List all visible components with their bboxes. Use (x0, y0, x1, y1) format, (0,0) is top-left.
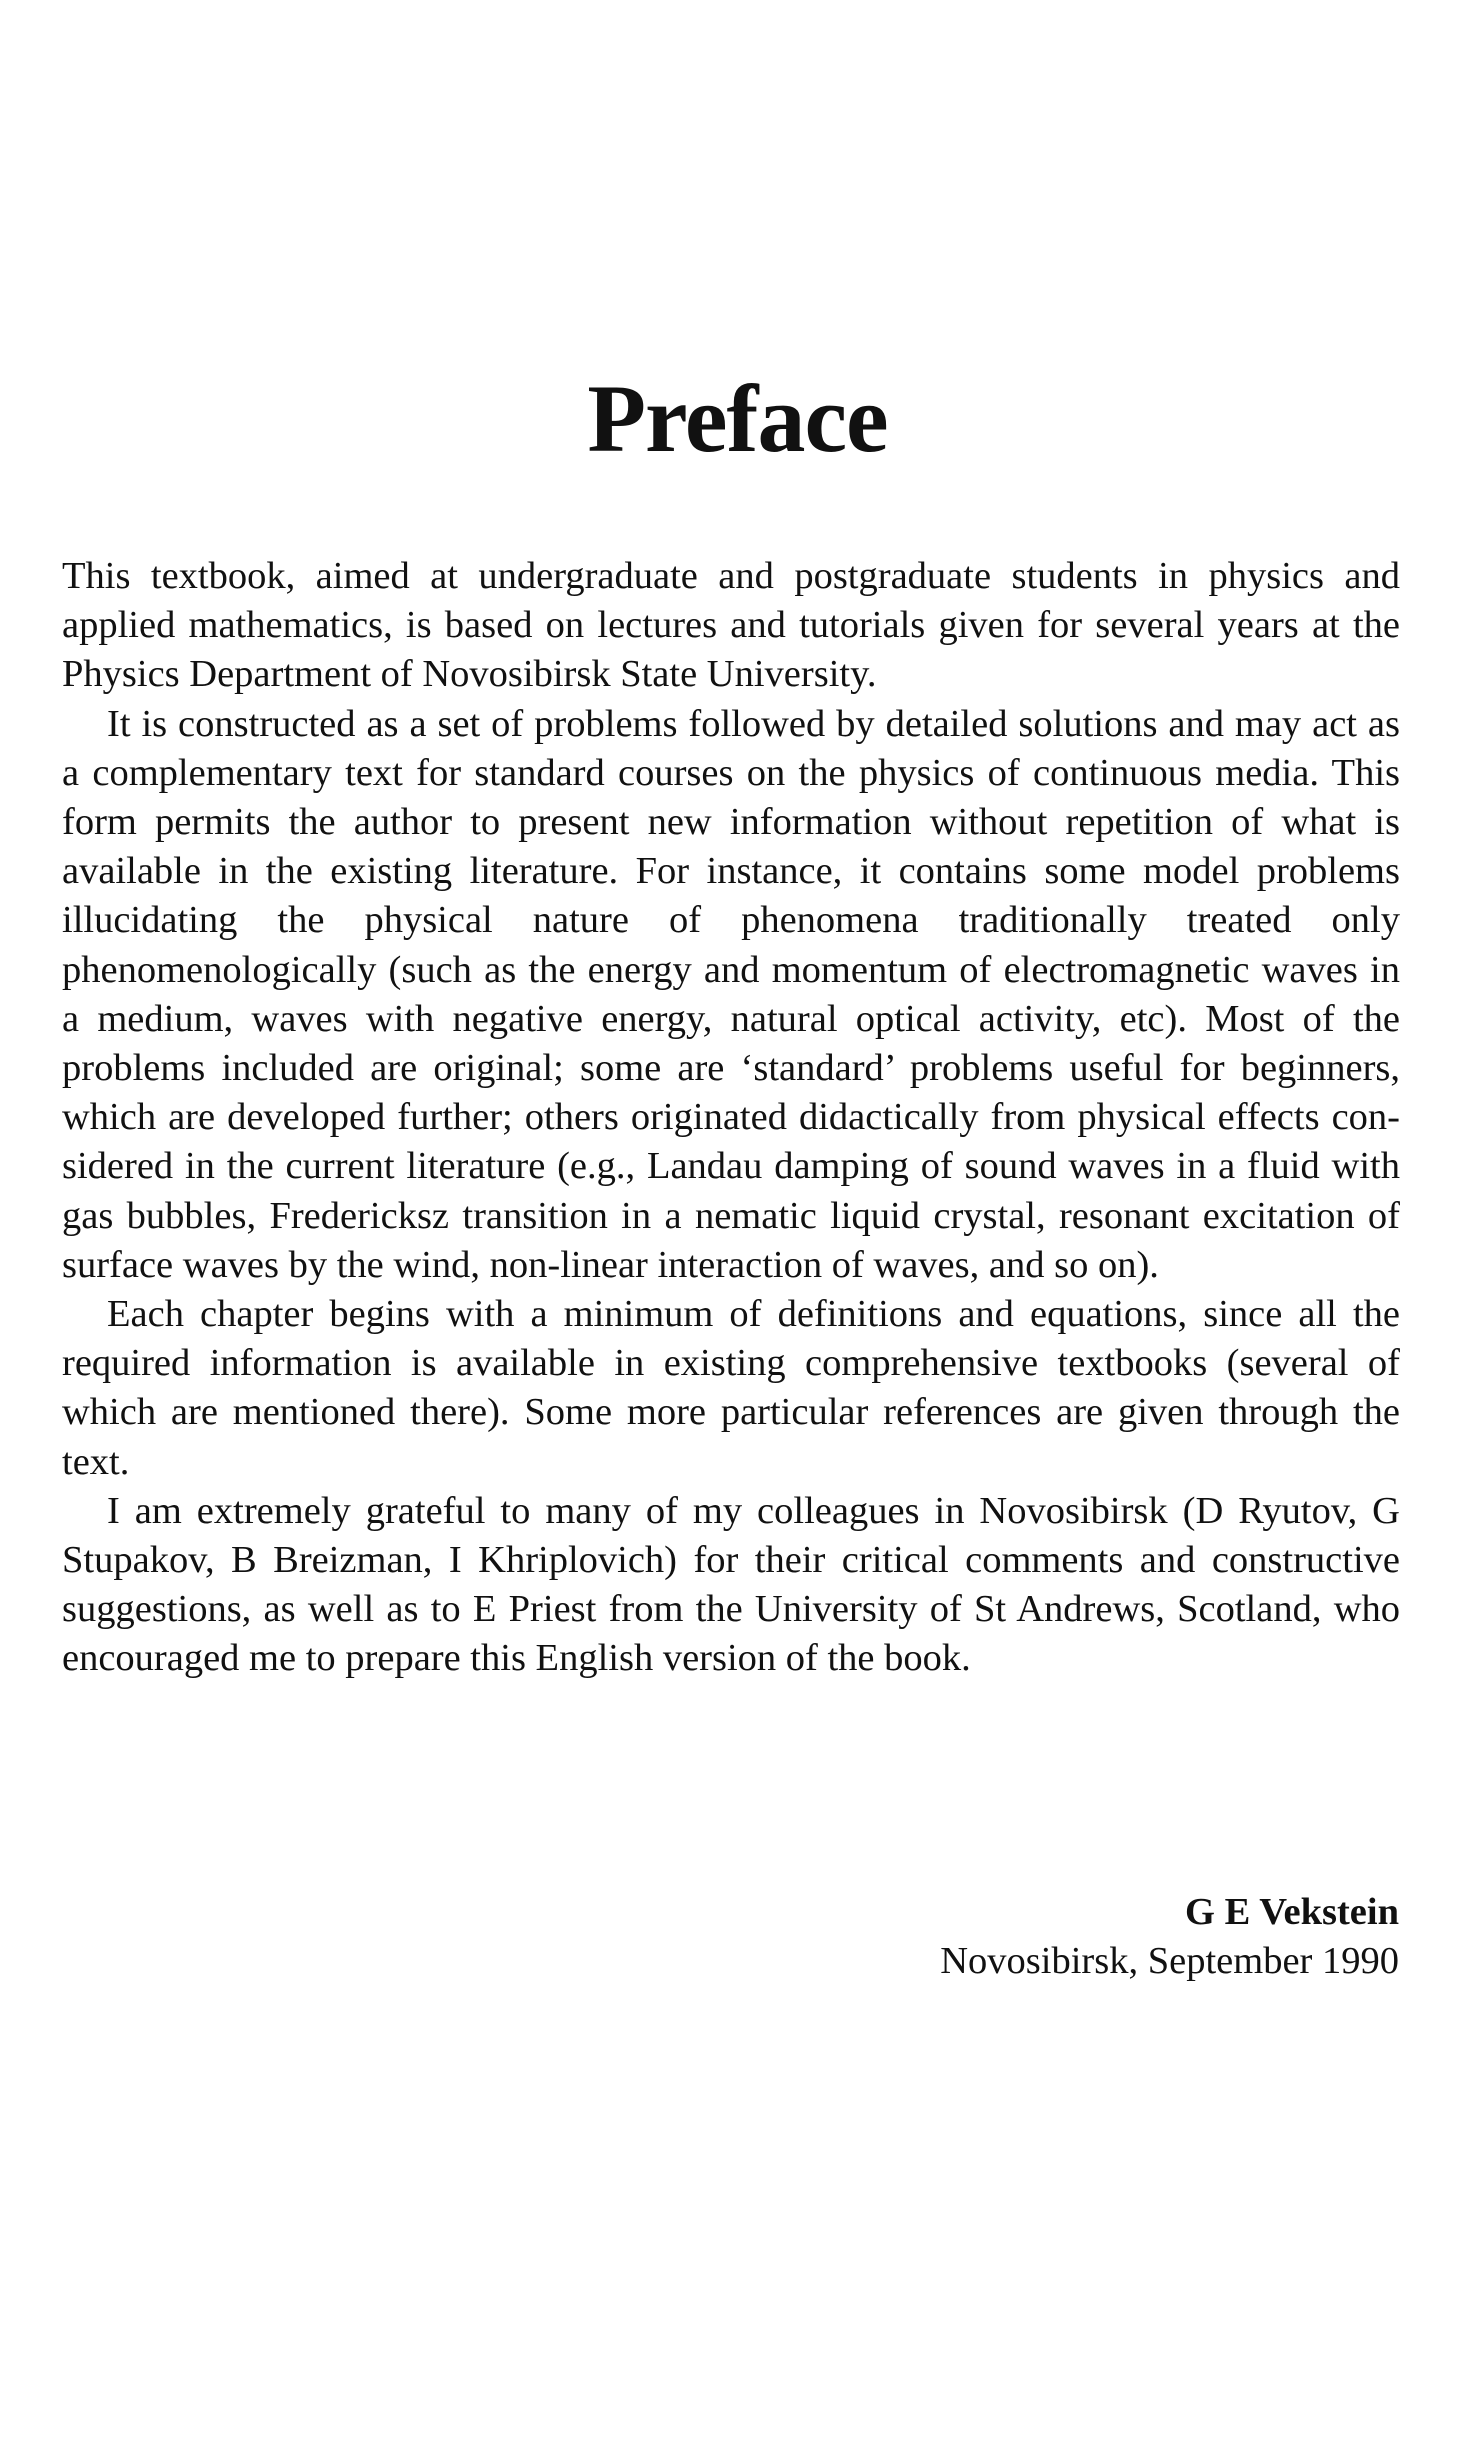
paragraph-1: This textbook, aimed at undergraduate and postgraduate students in physics and applied mathematics, is based on lectures and tutorials given for several years at the Physics Department of Novosibirsk State University. (62, 555, 1400, 696)
author-name: G E Vekstein (1185, 1891, 1399, 1933)
page-title: Preface (587, 365, 888, 473)
preface-body (62, 552, 1400, 1684)
place-date: Novosibirsk, September 1990 (940, 1940, 1399, 1982)
signature-block (940, 1888, 1399, 1986)
paragraph-2: It is constructed as a set of problems followed by detailed solutions and may act as a complementary text for standard courses on the physics of continuous media. This form permits the author to present new information without repetition of what is available in the existing literature. For instance, it contains some model problems illucidating the physical nature of phenomena traditionally treated only phenomenologically (such as the energy and momentum of electromagnetic waves in a medium, waves with negative energy, natural optical activity, etc). Most of the problems included are original; some are ‘standard’ problems useful for beginners, which are developed further; others originated didactically from physical effects considered in the current literature (e.g., Landau damping of sound waves in a fluid with gas bubbles, Fredericksz transition in a nematic liquid crystal, resonant excitation of surface waves by the wind, non-linear interaction of waves, and so on). (62, 702, 1400, 1286)
paragraph-3: Each chapter begins with a minimum of definitions and equations, since all the required information is available in existing comprehensive textbooks (several of which are mentioned there). Some more particular references are given through the text. (62, 1293, 1400, 1483)
paragraph-4: I am extremely grateful to many of my colleagues in Novosibirsk (D Ryutov, G Stupakov, B Breizman, I Khriplovich) for their critical comments and constructive suggestions, as well as to E Priest from the University of St Andrews, Scotland, who encouraged me to prepare this English version of the book. (62, 1489, 1400, 1680)
